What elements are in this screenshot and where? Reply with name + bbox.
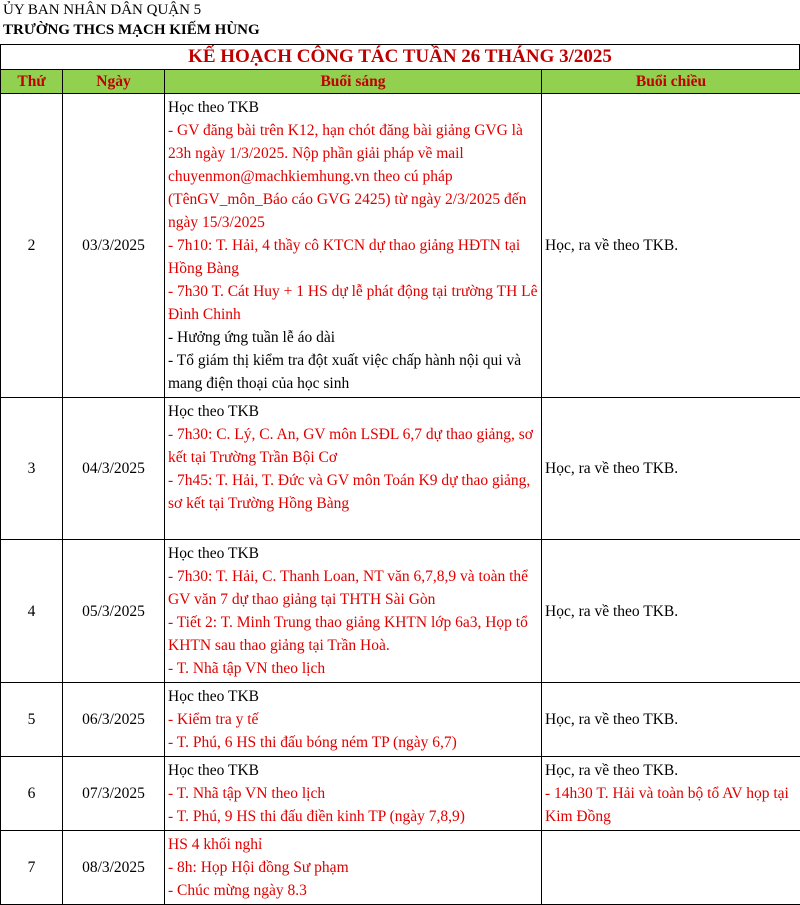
document-header (0, 0, 800, 46)
morning-entry: - Tiết 2: T. Minh Trung thao giảng KHTN lớp 6a3, Họp tổ KHTN sau thao giảng tại Trần Hoà. (168, 611, 538, 657)
morning-entry: - Tổ giám thị kiểm tra đột xuất việc chấp hành nội qui và mang điện thoại của học sinh (168, 349, 538, 395)
table-row (1, 683, 800, 757)
cell-buoi-sang (165, 540, 542, 683)
col-header-buoi-chieu: Buổi chiều (542, 70, 800, 94)
table-row (1, 398, 800, 540)
morning-entry: Học theo TKB (168, 542, 538, 565)
morning-entry: Học theo TKB (168, 400, 538, 423)
table-row (1, 757, 800, 831)
morning-entry: - T. Phú, 9 HS thi đấu điền kinh TP (ngày 7,8,9) (168, 805, 538, 828)
col-header-ngay: Ngày (63, 70, 165, 94)
issuer-name: ỦY BAN NHÂN DÂN QUẬN 5 (3, 2, 201, 19)
col-header-thu: Thứ (1, 70, 63, 94)
cell-buoi-sang (165, 398, 542, 540)
plan-title: KẾ HOẠCH CÔNG TÁC TUẦN 26 THÁNG 3/2025 (0, 44, 800, 69)
morning-entry: - T. Nhã tập VN theo lịch (168, 782, 538, 805)
cell-buoi-chieu (542, 398, 800, 540)
header-row (1, 70, 800, 94)
morning-entry: - T. Phú, 6 HS thi đấu bóng ném TP (ngày 6,7) (168, 731, 538, 754)
col-header-buoi-sang: Buổi sáng (165, 70, 542, 94)
morning-entry: - 7h45: T. Hải, T. Đức và GV môn Toán K9 dự thao giảng, sơ kết tại Trường Hồng Bàng (168, 469, 538, 515)
cell-thu: 6 (1, 757, 63, 831)
morning-entry: - Hưởng ứng tuần lễ áo dài (168, 326, 538, 349)
cell-buoi-sang (165, 683, 542, 757)
afternoon-entry: Học, ra về theo TKB. (545, 759, 797, 782)
afternoon-entry: Học, ra về theo TKB. (545, 234, 797, 257)
morning-entry: - 8h: Họp Hội đồng Sư phạm (168, 856, 538, 879)
schedule-body (1, 94, 800, 905)
cell-ngay: 05/3/2025 (63, 540, 165, 683)
morning-entry: Học theo TKB (168, 685, 538, 708)
cell-thu: 7 (1, 831, 63, 905)
morning-entry: - Chúc mừng ngày 8.3 (168, 879, 538, 902)
morning-entry: - 7h10: T. Hải, 4 thầy cô KTCN dự thao giảng HĐTN tại Hồng Bàng (168, 234, 538, 280)
morning-entry: - 7h30 T. Cát Huy + 1 HS dự lễ phát động tại trường TH Lê Đình Chinh (168, 280, 538, 326)
table-row (1, 831, 800, 905)
cell-ngay: 06/3/2025 (63, 683, 165, 757)
morning-entry: Học theo TKB (168, 96, 538, 119)
table-row (1, 94, 800, 398)
cell-thu: 3 (1, 398, 63, 540)
morning-entry: - Kiểm tra y tế (168, 708, 538, 731)
morning-entry: HS 4 khối nghỉ (168, 833, 538, 856)
cell-buoi-chieu (542, 757, 800, 831)
cell-buoi-sang (165, 94, 542, 398)
afternoon-entry: Học, ra về theo TKB. (545, 708, 797, 731)
morning-entry: - GV đăng bài trên K12, hạn chót đăng bài giảng GVG là 23h ngày 1/3/2025. Nộp phần giải pháp về mail chuyenmon@machkiemhung.vn theo cú pháp (TênGV_môn_Báo cáo GVG 2425) từ ngày 2/3/2025 đến ngày 15/3/2025 (168, 119, 538, 234)
cell-ngay: 08/3/2025 (63, 831, 165, 905)
morning-entry: Học theo TKB (168, 759, 538, 782)
cell-thu: 2 (1, 94, 63, 398)
morning-entry: - 7h30: T. Hải, C. Thanh Loan, NT văn 6,7,8,9 và toàn thể GV văn 7 dự thao giảng tại THTH Sài Gòn (168, 565, 538, 611)
cell-buoi-chieu (542, 94, 800, 398)
afternoon-entry: - 14h30 T. Hải và toàn bộ tổ AV họp tại Kim Đồng (545, 782, 797, 828)
cell-ngay: 04/3/2025 (63, 398, 165, 540)
cell-ngay: 07/3/2025 (63, 757, 165, 831)
cell-buoi-sang (165, 757, 542, 831)
afternoon-entry: Học, ra về theo TKB. (545, 600, 797, 623)
cell-buoi-chieu (542, 540, 800, 683)
morning-entry: - 7h30: C. Lý, C. An, GV môn LSĐL 6,7 dự thao giảng, sơ kết tại Trường Trần Bội Cơ (168, 423, 538, 469)
cell-buoi-sang (165, 831, 542, 905)
cell-thu: 4 (1, 540, 63, 683)
schedule-table (0, 69, 800, 905)
cell-buoi-chieu (542, 683, 800, 757)
school-name: TRƯỜNG THCS MẠCH KIẾM HÙNG (3, 22, 260, 39)
cell-ngay: 03/3/2025 (63, 94, 165, 398)
morning-entry: - T. Nhã tập VN theo lịch (168, 657, 538, 680)
table-row (1, 540, 800, 683)
cell-buoi-chieu (542, 831, 800, 905)
afternoon-entry: Học, ra về theo TKB. (545, 457, 797, 480)
cell-thu: 5 (1, 683, 63, 757)
